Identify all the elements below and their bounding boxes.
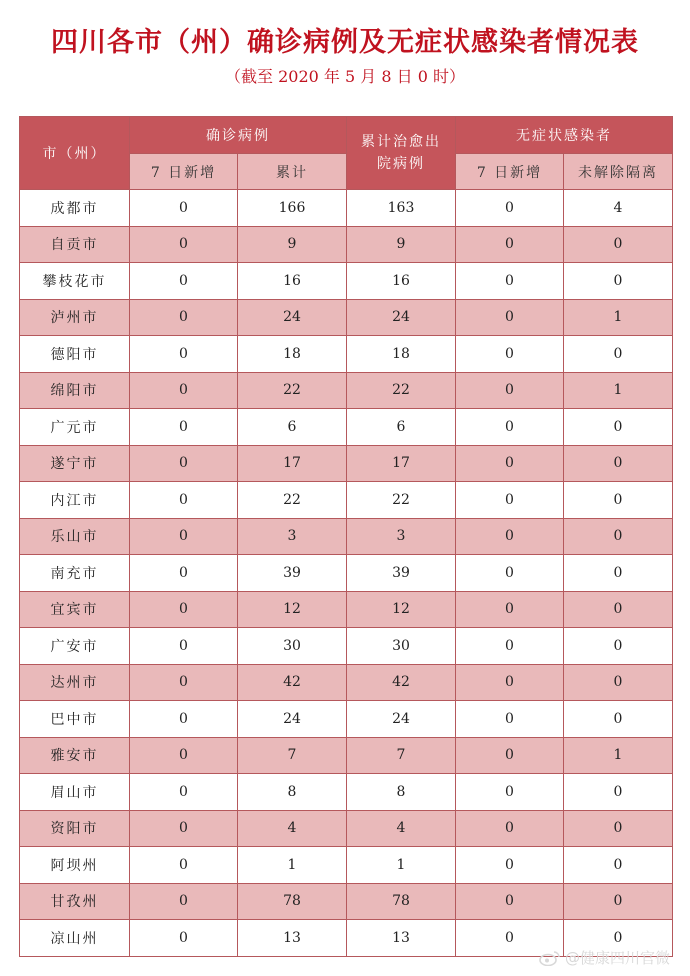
- cell-asym-new7: 0: [456, 518, 564, 555]
- header-city: 市（州）: [20, 117, 130, 190]
- cell-city: 眉山市: [20, 774, 130, 811]
- cell-asym-new7: 0: [456, 190, 564, 227]
- table-row: [20, 737, 673, 774]
- cell-total: 6: [238, 409, 347, 446]
- table-body: [20, 190, 673, 957]
- table-row: [20, 628, 673, 665]
- cell-asym-new7: 0: [456, 701, 564, 738]
- cell-asym-unreleased: 0: [564, 445, 673, 482]
- cell-cured: 8: [347, 774, 456, 811]
- cell-total: 42: [238, 664, 347, 701]
- cell-city: 凉山州: [20, 920, 130, 957]
- cell-city: 巴中市: [20, 701, 130, 738]
- cell-total: 24: [238, 701, 347, 738]
- cell-asym-new7: 0: [456, 482, 564, 519]
- cell-city: 广元市: [20, 409, 130, 446]
- cell-total: 12: [238, 591, 347, 628]
- cell-cured: 30: [347, 628, 456, 665]
- table-row: [20, 810, 673, 847]
- cell-asym-new7: 0: [456, 628, 564, 665]
- cell-total: 30: [238, 628, 347, 665]
- cell-asym-new7: 0: [456, 883, 564, 920]
- cell-cured: 12: [347, 591, 456, 628]
- cell-asym-unreleased: 0: [564, 555, 673, 592]
- table-row: [20, 263, 673, 300]
- cell-asym-new7: 0: [456, 847, 564, 884]
- cell-asym-unreleased: 0: [564, 409, 673, 446]
- cell-cured: 18: [347, 336, 456, 373]
- cell-cured: 16: [347, 263, 456, 300]
- watermark-text: @健康四川官微: [564, 949, 670, 967]
- cell-cured: 1: [347, 847, 456, 884]
- cell-total: 9: [238, 226, 347, 263]
- header-asym-unreleased: 未解除隔离: [564, 154, 673, 190]
- cell-asym-new7: 0: [456, 263, 564, 300]
- table-row: [20, 701, 673, 738]
- cell-asym-unreleased: 0: [564, 263, 673, 300]
- cell-new7: 0: [130, 409, 238, 446]
- cell-new7: 0: [130, 774, 238, 811]
- stats-table: [19, 116, 673, 957]
- cell-city: 遂宁市: [20, 445, 130, 482]
- table-row: [20, 336, 673, 373]
- cell-new7: 0: [130, 628, 238, 665]
- cell-new7: 0: [130, 555, 238, 592]
- watermark: [539, 947, 670, 968]
- cell-total: 78: [238, 883, 347, 920]
- header-cured: [347, 117, 456, 190]
- cell-city: 阿坝州: [20, 847, 130, 884]
- cell-asym-new7: 0: [456, 591, 564, 628]
- cell-asym-new7: 0: [456, 920, 564, 957]
- cell-asym-unreleased: 0: [564, 664, 673, 701]
- cell-new7: 0: [130, 518, 238, 555]
- table-row: [20, 409, 673, 446]
- cell-new7: 0: [130, 445, 238, 482]
- cell-cured: 24: [347, 701, 456, 738]
- header-new7: 7 日新增: [130, 154, 238, 190]
- page-title: 四川各市（州）确诊病例及无症状感染者情况表: [51, 27, 639, 58]
- cell-city: 资阳市: [20, 810, 130, 847]
- table-row: [20, 555, 673, 592]
- page-subtitle: （截至 2020 年 5 月 8 日 0 时）: [225, 67, 465, 86]
- cell-city: 自贡市: [20, 226, 130, 263]
- cell-new7: 0: [130, 591, 238, 628]
- cell-asym-unreleased: 1: [564, 299, 673, 336]
- cell-total: 166: [238, 190, 347, 227]
- cell-city: 雅安市: [20, 737, 130, 774]
- cell-asym-unreleased: 0: [564, 810, 673, 847]
- table-row: [20, 664, 673, 701]
- header-asym-new7: 7 日新增: [456, 154, 564, 190]
- cell-city: 攀枝花市: [20, 263, 130, 300]
- cell-new7: 0: [130, 190, 238, 227]
- cell-asym-new7: 0: [456, 299, 564, 336]
- cell-asym-unreleased: 4: [564, 190, 673, 227]
- table-row: [20, 482, 673, 519]
- cell-cured: 163: [347, 190, 456, 227]
- cell-total: 13: [238, 920, 347, 957]
- cell-city: 乐山市: [20, 518, 130, 555]
- cell-cured: 17: [347, 445, 456, 482]
- cell-asym-new7: 0: [456, 737, 564, 774]
- cell-asym-unreleased: 1: [564, 737, 673, 774]
- cell-city: 内江市: [20, 482, 130, 519]
- cell-new7: 0: [130, 920, 238, 957]
- cell-asym-new7: 0: [456, 555, 564, 592]
- cell-cured: 39: [347, 555, 456, 592]
- header-confirmed: 确诊病例: [130, 117, 347, 154]
- cell-city: 泸州市: [20, 299, 130, 336]
- cell-new7: 0: [130, 263, 238, 300]
- table-row: [20, 847, 673, 884]
- cell-cured: 78: [347, 883, 456, 920]
- cell-asym-unreleased: 0: [564, 226, 673, 263]
- cell-new7: 0: [130, 299, 238, 336]
- cell-asym-unreleased: 0: [564, 920, 673, 957]
- header-cured-text: 累计治愈出院病例: [361, 134, 441, 172]
- cell-asym-new7: 0: [456, 664, 564, 701]
- cell-cured: 24: [347, 299, 456, 336]
- header-total: 累计: [238, 154, 347, 190]
- cell-cured: 7: [347, 737, 456, 774]
- cell-total: 18: [238, 336, 347, 373]
- cell-total: 3: [238, 518, 347, 555]
- table-row: [20, 445, 673, 482]
- cell-new7: 0: [130, 336, 238, 373]
- table-row: [20, 299, 673, 336]
- cell-cured: 22: [347, 372, 456, 409]
- cell-asym-unreleased: 0: [564, 591, 673, 628]
- cell-asym-unreleased: 0: [564, 847, 673, 884]
- cell-total: 22: [238, 482, 347, 519]
- cell-cured: 22: [347, 482, 456, 519]
- cell-asym-unreleased: 1: [564, 372, 673, 409]
- cell-asym-new7: 0: [456, 774, 564, 811]
- cell-total: 39: [238, 555, 347, 592]
- cell-total: 1: [238, 847, 347, 884]
- cell-city: 德阳市: [20, 336, 130, 373]
- cell-total: 17: [238, 445, 347, 482]
- cell-new7: 0: [130, 810, 238, 847]
- cell-asym-unreleased: 0: [564, 774, 673, 811]
- cell-asym-new7: 0: [456, 810, 564, 847]
- table-row: [20, 226, 673, 263]
- cell-total: 22: [238, 372, 347, 409]
- cell-new7: 0: [130, 883, 238, 920]
- cell-cured: 4: [347, 810, 456, 847]
- table-row: [20, 372, 673, 409]
- cell-new7: 0: [130, 701, 238, 738]
- cell-asym-unreleased: 0: [564, 518, 673, 555]
- cell-total: 4: [238, 810, 347, 847]
- cell-total: 24: [238, 299, 347, 336]
- cell-asym-new7: 0: [456, 409, 564, 446]
- cell-cured: 13: [347, 920, 456, 957]
- header-asym: 无症状感染者: [456, 117, 673, 154]
- cell-new7: 0: [130, 226, 238, 263]
- cell-total: 7: [238, 737, 347, 774]
- cell-city: 成都市: [20, 190, 130, 227]
- table-row: [20, 883, 673, 920]
- table-row: [20, 591, 673, 628]
- cell-asym-new7: 0: [456, 445, 564, 482]
- cell-new7: 0: [130, 847, 238, 884]
- cell-new7: 0: [130, 664, 238, 701]
- cell-total: 8: [238, 774, 347, 811]
- cell-asym-new7: 0: [456, 226, 564, 263]
- cell-asym-new7: 0: [456, 336, 564, 373]
- cell-asym-unreleased: 0: [564, 336, 673, 373]
- cell-asym-unreleased: 0: [564, 482, 673, 519]
- cell-cured: 42: [347, 664, 456, 701]
- cell-city: 达州市: [20, 664, 130, 701]
- cell-cured: 6: [347, 409, 456, 446]
- cell-asym-unreleased: 0: [564, 883, 673, 920]
- cell-asym-new7: 0: [456, 372, 564, 409]
- cell-asym-unreleased: 0: [564, 628, 673, 665]
- cell-city: 绵阳市: [20, 372, 130, 409]
- cell-city: 宜宾市: [20, 591, 130, 628]
- cell-city: 广安市: [20, 628, 130, 665]
- table-row: [20, 518, 673, 555]
- cell-total: 16: [238, 263, 347, 300]
- weibo-icon: [539, 950, 561, 966]
- table-row: [20, 190, 673, 227]
- cell-cured: 9: [347, 226, 456, 263]
- cell-city: 甘孜州: [20, 883, 130, 920]
- cell-cured: 3: [347, 518, 456, 555]
- cell-new7: 0: [130, 372, 238, 409]
- table-row: [20, 774, 673, 811]
- cell-city: 南充市: [20, 555, 130, 592]
- cell-asym-unreleased: 0: [564, 701, 673, 738]
- cell-new7: 0: [130, 482, 238, 519]
- cell-new7: 0: [130, 737, 238, 774]
